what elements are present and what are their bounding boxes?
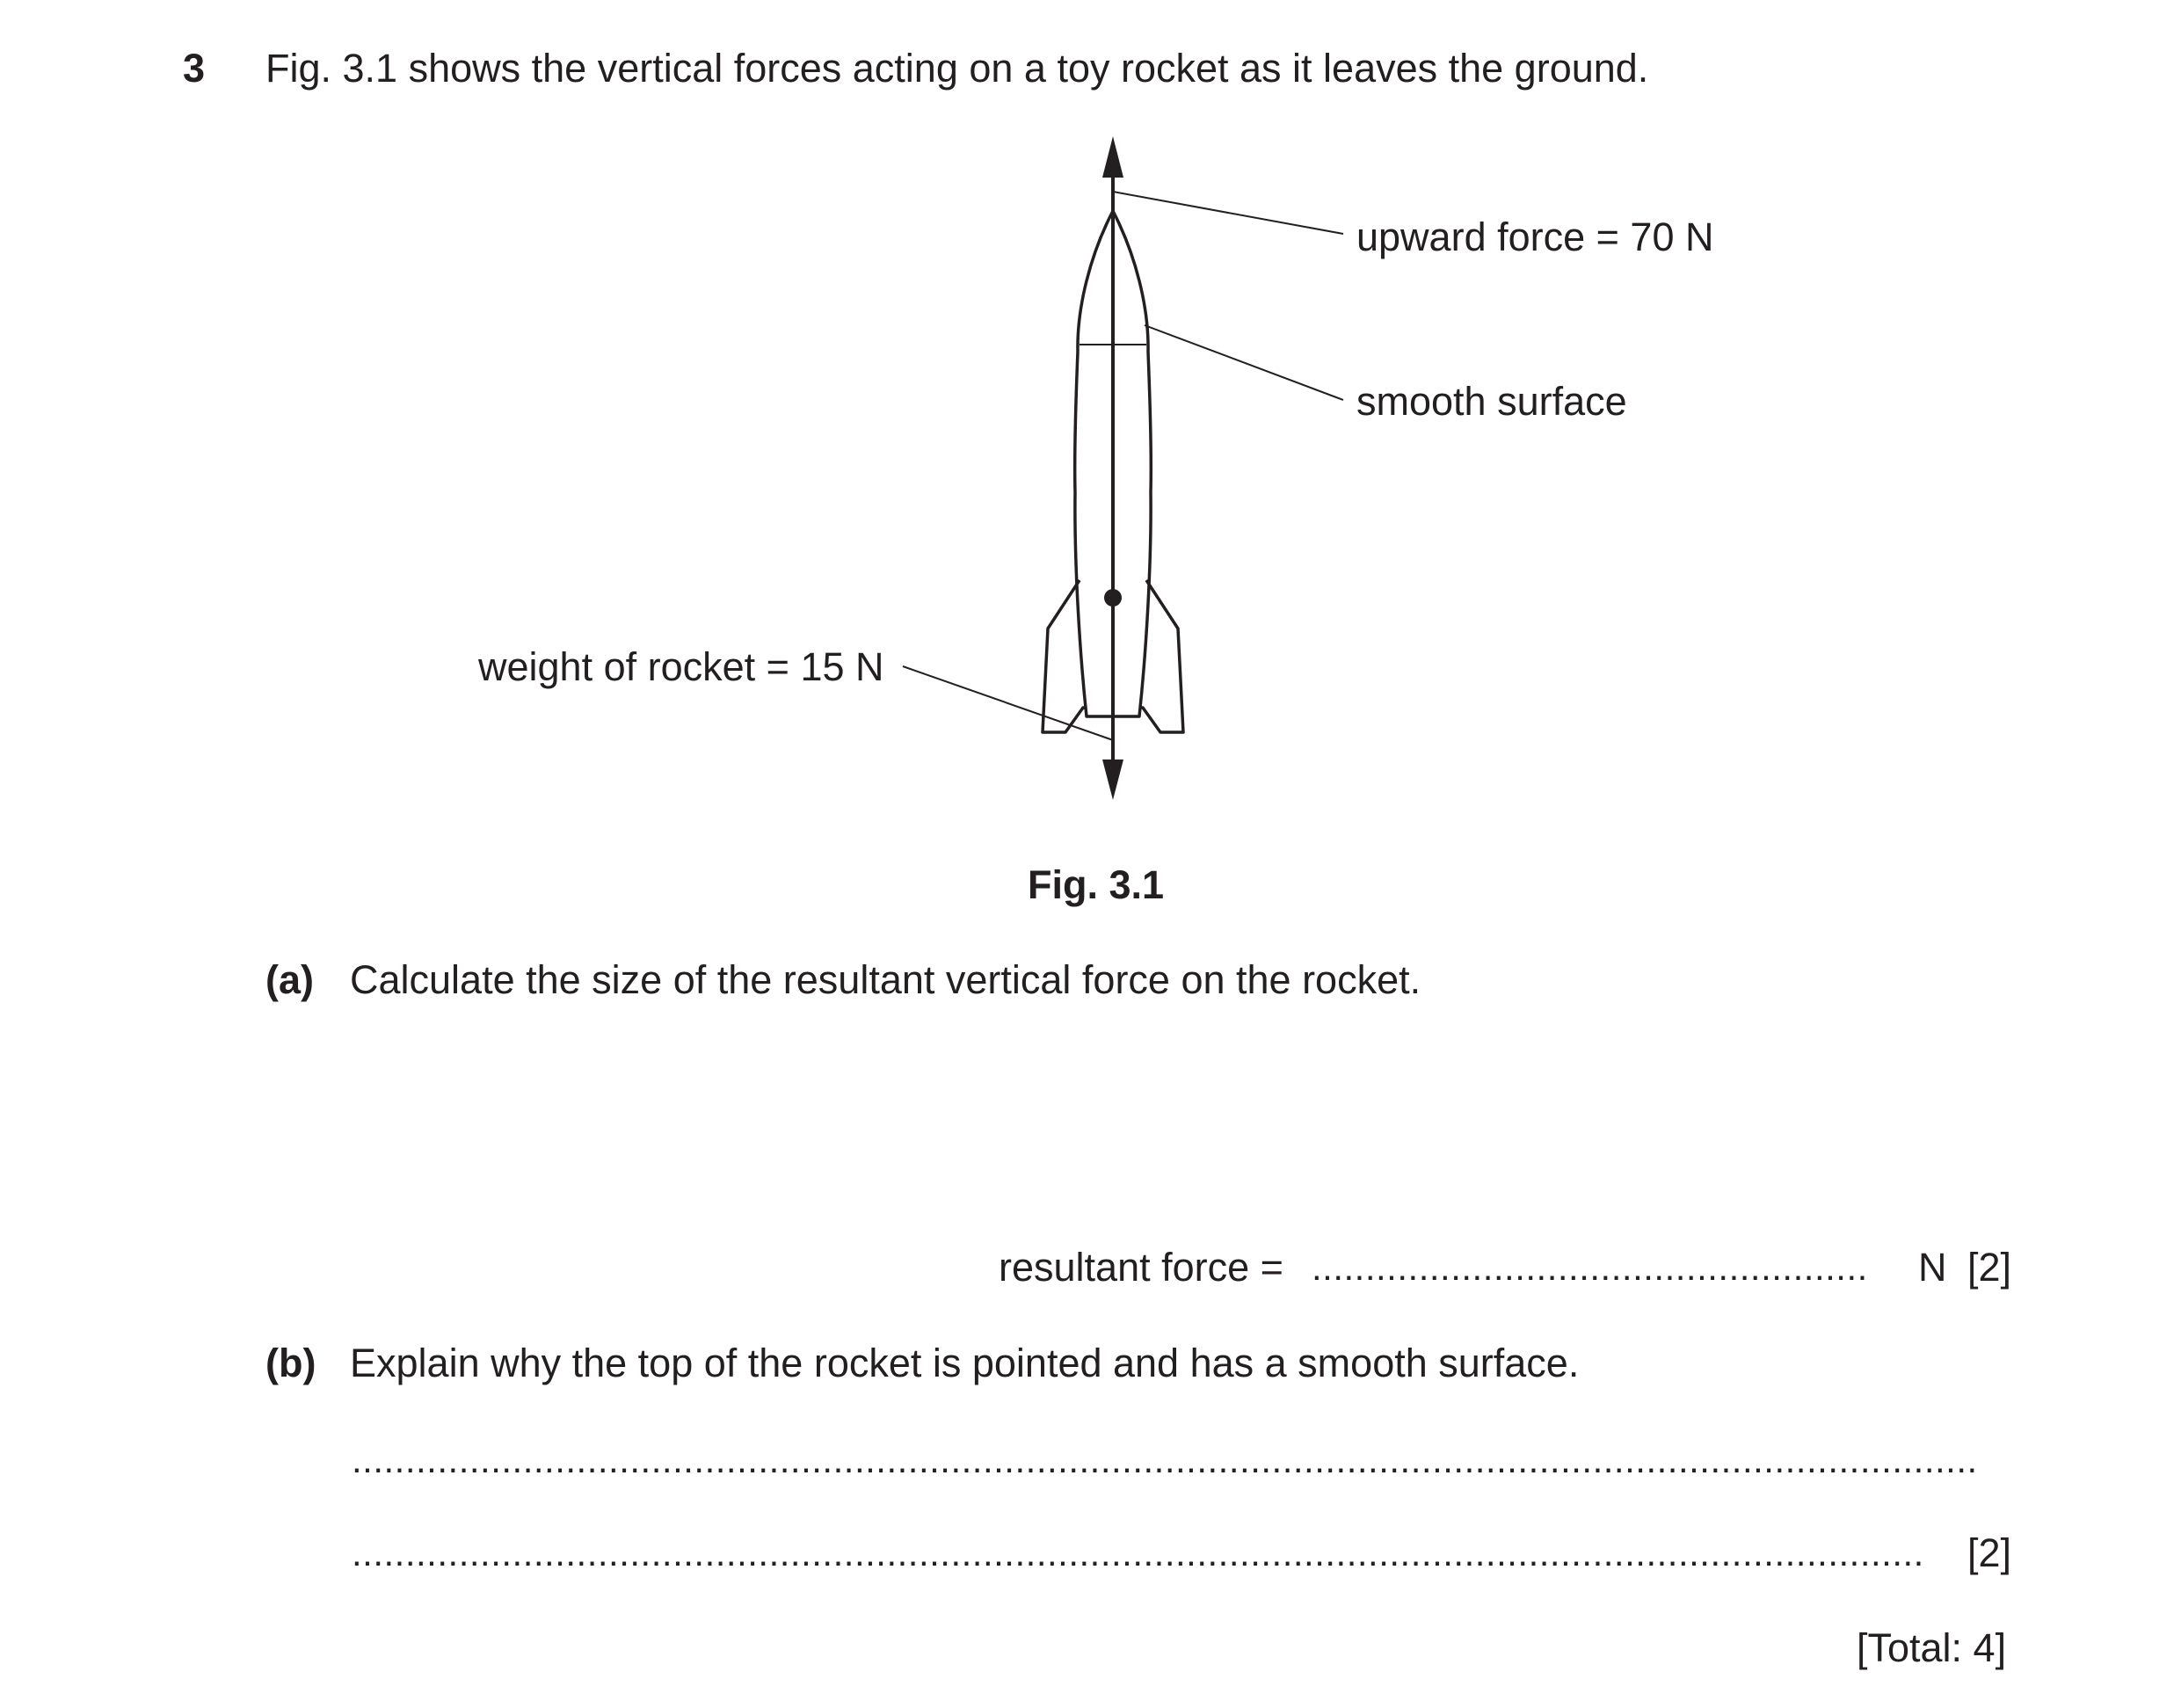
leader-smooth-surface <box>1145 325 1343 400</box>
total-marks: [Total: 4] <box>1857 1625 2007 1670</box>
answer-unit: N <box>1918 1245 1947 1290</box>
part-b-text: Explain why the top of the rocket is pointed and has a smooth surface. <box>350 1341 1580 1385</box>
answer-line-resultant-force[interactable]: .................................................... <box>1312 1249 1868 1286</box>
answer-line-b2[interactable]: ................................................................................................................................................... <box>352 1535 1924 1572</box>
answer-line-b1[interactable]: ........................................................................................................................................................ <box>352 1442 1978 1479</box>
part-a-label: (a) <box>265 957 314 1002</box>
answer-prefix: resultant force = <box>999 1245 1283 1290</box>
centre-of-mass-dot <box>1104 589 1122 607</box>
part-b-label: (b) <box>265 1341 316 1385</box>
part-a-marks: [2] <box>1967 1245 2012 1290</box>
part-b-marks: [2] <box>1967 1530 2012 1575</box>
label-weight: weight of rocket = 15 N <box>478 644 884 689</box>
label-upward-force: upward force = 70 N <box>1356 214 1714 259</box>
question-number: 3 <box>183 46 206 91</box>
figure-caption: Fig. 3.1 <box>1028 862 1165 907</box>
question-stem: Fig. 3.1 shows the vertical forces acting on a toy rocket as it leaves the ground. <box>265 46 1649 91</box>
label-smooth-surface: smooth surface <box>1356 379 1627 424</box>
part-a-text: Calculate the size of the resultant vertical force on the rocket. <box>350 957 1421 1002</box>
upward-force-arrow <box>1102 136 1123 178</box>
weight-arrow <box>1102 760 1123 800</box>
leader-upward-force <box>1113 192 1343 234</box>
